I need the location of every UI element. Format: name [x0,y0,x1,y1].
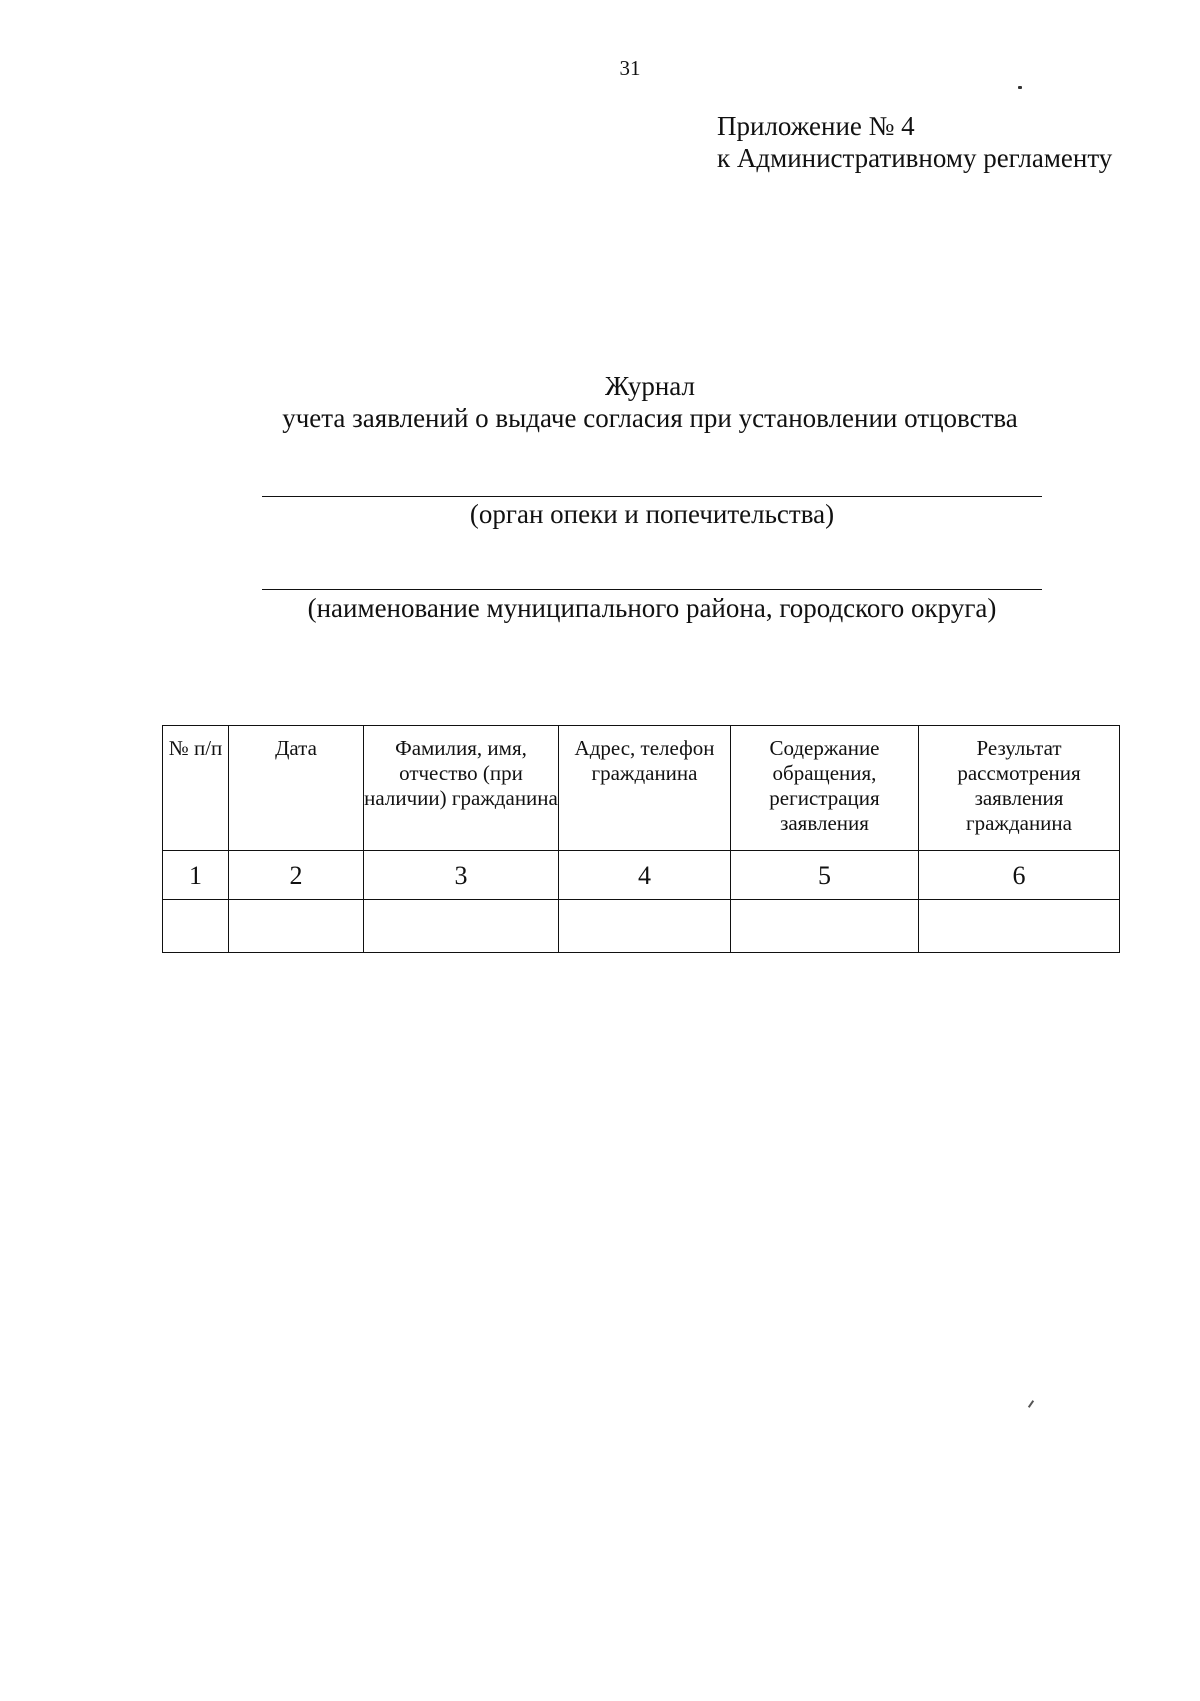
table-cell [229,900,364,953]
table-cell [731,900,919,953]
table-header-row [163,726,1120,851]
column-number-cell: 2 [229,851,364,900]
header-cell-request-content: Содержание обращения, регистрация заявления [731,726,919,851]
column-number-cell: 3 [364,851,559,900]
table-cell [364,900,559,953]
table-cell [559,900,731,953]
table-row [163,900,1120,953]
scan-artifact [1028,1400,1034,1408]
header-cell-result: Результат рассмотрения заявления гражданина [919,726,1120,851]
header-cell-address-phone: Адрес, телефон гражданина [559,726,731,851]
column-number-cell: 5 [731,851,919,900]
journal-subtitle: учета заявлений о выдаче согласия при установлении отцовства [282,403,1018,433]
authority-fill-line [262,496,1042,497]
journal-title: Журнал [604,371,696,401]
appendix-number: Приложение № 4 [717,111,915,141]
column-number-cell: 6 [919,851,1120,900]
header-cell-number: № п/п [163,726,229,851]
municipality-fill-line [262,589,1042,590]
scan-artifact [1018,86,1022,89]
municipality-caption: (наименование муниципального района, городского округа) [307,593,997,623]
header-cell-full-name: Фамилия, имя, отчество (при наличии) гражданина [364,726,559,851]
appendix-header [717,110,1112,174]
column-number-cell: 1 [163,851,229,900]
header-cell-date: Дата [229,726,364,851]
appendix-reference: к Административному регламенту [717,143,1113,173]
column-number-cell: 4 [559,851,731,900]
page-number: 31 [619,56,641,80]
table-cell [919,900,1120,953]
register-table [162,725,1120,953]
column-number-row [163,851,1120,900]
authority-caption: (орган опеки и попечительства) [469,499,835,529]
table-cell [163,900,229,953]
